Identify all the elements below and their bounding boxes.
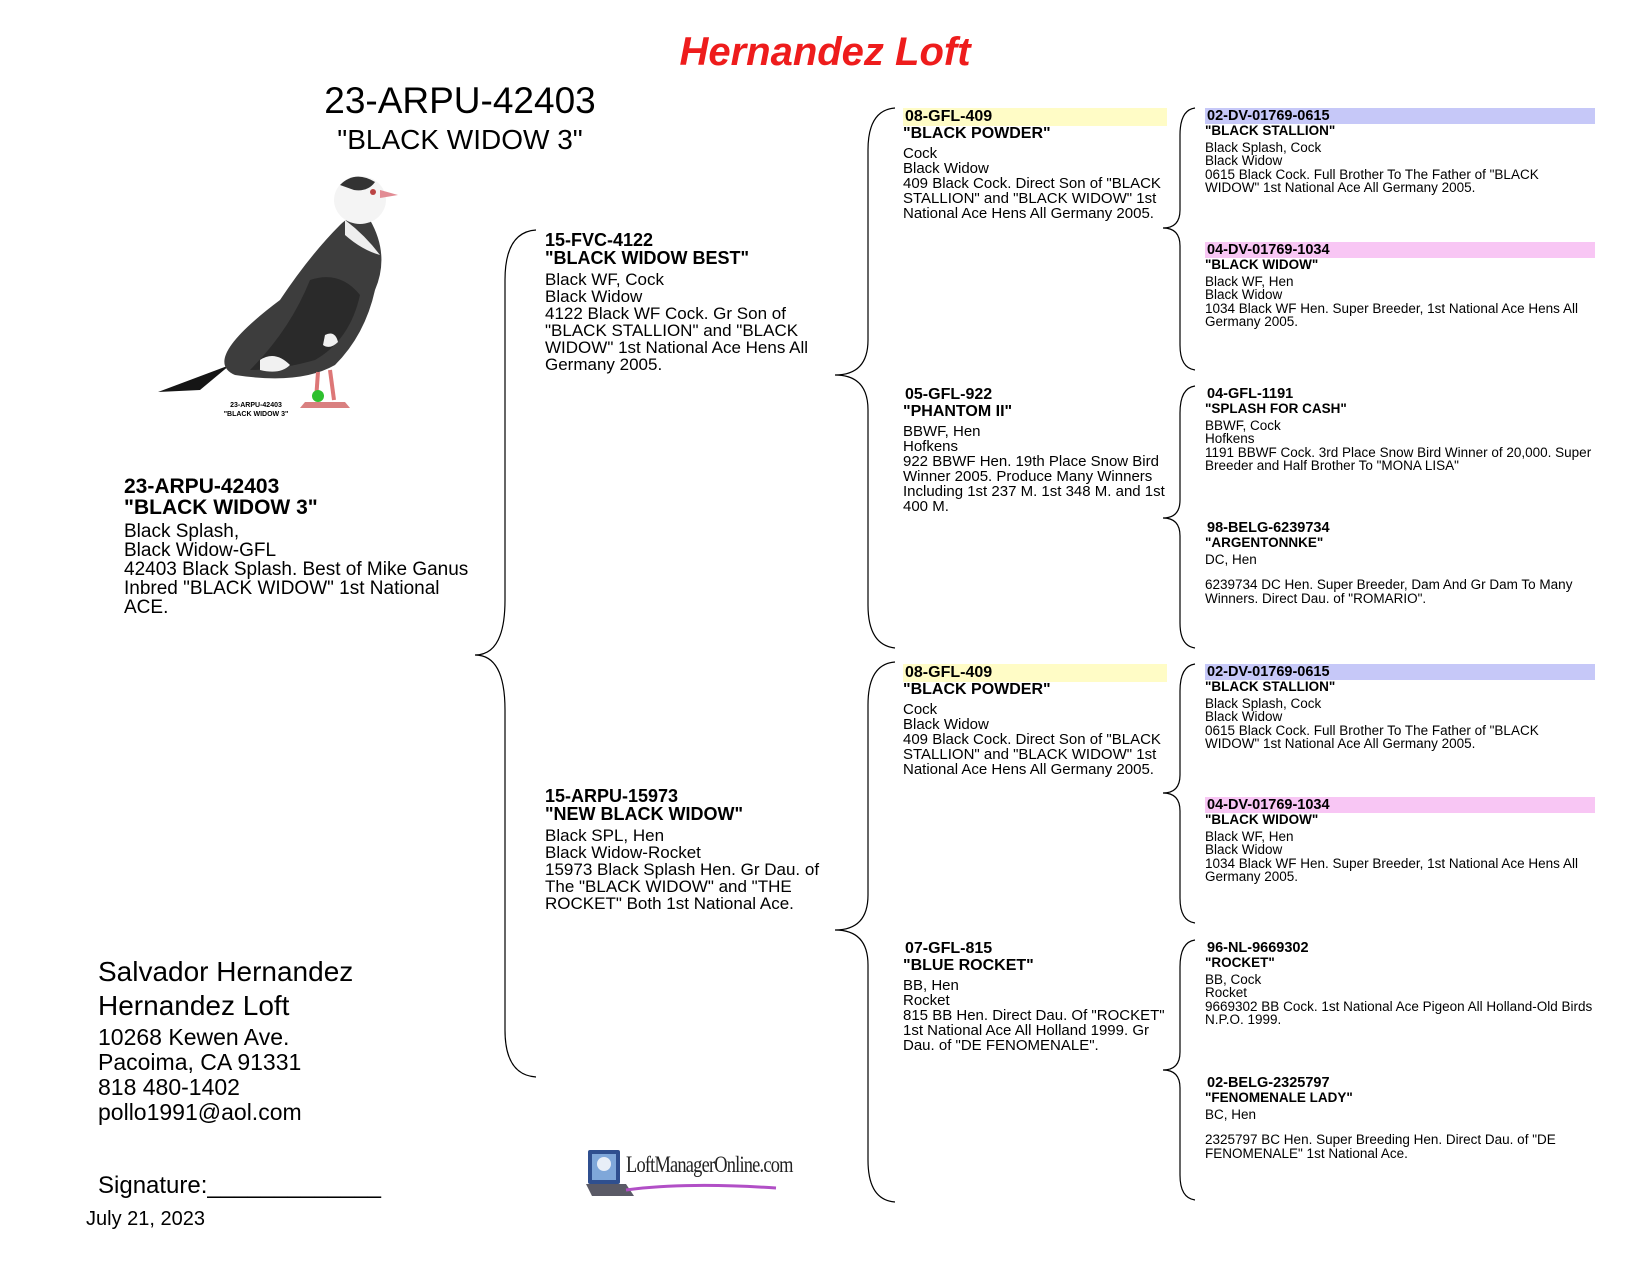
logo-text: LoftManagerOnline.com [626, 1152, 793, 1177]
sire-dam-color: BBWF, Hen [903, 423, 981, 440]
subject-band: 23-ARPU-42403 [124, 475, 280, 498]
dss-strain: Black Widow [1205, 709, 1283, 724]
sire-dam-name: "PHANTOM II" [903, 403, 1013, 420]
dsd-card [1205, 797, 1595, 884]
sire-strain: Black Widow [545, 287, 643, 306]
sire-sire-name: "BLACK POWDER" [903, 125, 1051, 142]
sire-color: Black WF, Cock [545, 270, 665, 289]
ssd-card [1205, 242, 1595, 329]
dss-color: Black Splash, Cock [1205, 695, 1322, 711]
ddd-card [1205, 1075, 1595, 1160]
dam-dam-color: BB, Hen [903, 977, 959, 994]
dam-sire-color: Cock [903, 701, 938, 718]
dam-dam-name: "BLUE ROCKET" [903, 957, 1034, 974]
sire-dam-card [903, 386, 1168, 514]
dam-dam-card [903, 940, 1168, 1053]
sire-notes: 4122 Black WF Cock. Gr Son of "BLACK STALLION" and "BLACK WIDOW" 1st National Ace Hens All Germany 2005. [545, 304, 809, 374]
dam-sire-card [903, 664, 1168, 777]
subject-name: "BLACK WIDOW 3" [124, 496, 318, 519]
sss-card [1205, 108, 1595, 195]
dam-strain: Black Widow-Rocket [545, 843, 701, 862]
sire-band: 15-FVC-4122 [545, 230, 654, 250]
dam-band: 15-ARPU-15973 [545, 786, 679, 806]
sire-card [545, 231, 835, 373]
sdd-notes: 6239734 DC Hen. Super Breeder, Dam And Gr Dam To Many Winners. Direct Dau. of "ROMARIO". [1205, 577, 1573, 606]
sire-dam-notes: 922 BBWF Hen. 19th Place Snow Bird Winner 2005. Produce Many Winners Including 1st 237 M. 1st 348 M. and 1st 400 M. [903, 453, 1165, 515]
dam-dam-band: 07-GFL-815 [905, 940, 993, 957]
owner-name: Salvador Hernandez [98, 956, 354, 987]
dds-card [1205, 940, 1595, 1027]
sss-strain: Black Widow [1205, 153, 1283, 168]
owner-email: pollo1991@aol.com [98, 1099, 302, 1125]
ssd-strain: Black Widow [1205, 287, 1283, 302]
dss-card [1205, 664, 1595, 751]
sss-name: "BLACK STALLION" [1205, 123, 1336, 138]
dds-notes: 9669302 BB Cock. 1st National Ace Pigeon All Holland-Old Birds N.P.O. 1999. [1205, 998, 1593, 1027]
dss-notes: 0615 Black Cock. Full Brother To The Father of "BLACK WIDOW" 1st National Ace All Germany 2005. [1205, 722, 1539, 751]
dam-name: "NEW BLACK WIDOW" [545, 804, 744, 824]
sire-sire-card [903, 108, 1168, 221]
dds-name: "ROCKET" [1205, 955, 1275, 970]
bracket-subject [475, 230, 536, 1077]
pigeon-photo [140, 160, 440, 440]
sire-dam-strain: Hofkens [903, 438, 959, 455]
dam-card [545, 787, 835, 912]
sire-sire-color: Cock [903, 145, 938, 162]
dam-sire-strain: Black Widow [903, 716, 989, 733]
sds-band: 04-GFL-1191 [1207, 386, 1294, 402]
signature-line: Signature:_____________ [98, 1172, 381, 1199]
sdd-band: 98-BELG-6239734 [1207, 520, 1330, 536]
loftmanager-logo [586, 1142, 793, 1204]
dss-name: "BLACK STALLION" [1205, 679, 1336, 694]
dam-dam-notes: 815 BB Hen. Direct Dau. Of "ROCKET" 1st National Ace All Holland 1999. Gr Dau. of "DE FENOMENALE". [903, 1007, 1165, 1054]
bracket-sire [835, 108, 895, 648]
sire-dam-band: 05-GFL-922 [905, 386, 993, 403]
owner-block [98, 955, 353, 1125]
sds-name: "SPLASH FOR CASH" [1205, 401, 1347, 416]
sss-color: Black Splash, Cock [1205, 139, 1322, 155]
owner-loft: Hernandez Loft [98, 990, 290, 1021]
photo-caption-band: 23-ARPU-42403 [230, 402, 282, 409]
sdd-name: "ARGENTONNKE" [1205, 535, 1324, 550]
photo-caption [211, 402, 301, 420]
subject-strain: Black Widow-GFL [124, 540, 277, 561]
subject-band-heading: 23-ARPU-42403 [324, 80, 596, 121]
sdd-color: DC, Hen [1205, 551, 1257, 567]
ddd-name: "FENOMENALE LADY" [1205, 1090, 1353, 1105]
sds-color: BBWF, Cock [1205, 417, 1281, 433]
ddd-color: BC, Hen [1205, 1106, 1257, 1122]
subject-color: Black Splash, [124, 521, 240, 542]
dsd-strain: Black Widow [1205, 842, 1283, 857]
sdd-card [1205, 520, 1595, 605]
sire-sire-band: 08-GFL-409 [903, 108, 1167, 126]
sds-notes: 1191 BBWF Cock. 3rd Place Snow Bird Winner of 20,000. Super Breeder and Half Brother To "MONA LISA" [1205, 444, 1592, 473]
ddd-band: 02-BELG-2325797 [1207, 1075, 1330, 1091]
dam-sire-name: "BLACK POWDER" [903, 681, 1051, 698]
dsd-notes: 1034 Black WF Hen. Super Breeder, 1st National Ace Hens All Germany 2005. [1205, 855, 1578, 884]
sds-card [1205, 386, 1595, 473]
dsd-name: "BLACK WIDOW" [1205, 812, 1319, 827]
subject-notes: 42403 Black Splash. Best of Mike Ganus Inbred "BLACK WIDOW" 1st National ACE. [124, 559, 469, 618]
bracket-dam [835, 662, 895, 1202]
loft-title: Hernandez Loft [679, 30, 971, 74]
dss-band: 02-DV-01769-0615 [1205, 664, 1595, 680]
ddd-notes: 2325797 BC Hen. Super Breeding Hen. Direct Dau. of "DE FENOMENALE" 1st National Ace. [1205, 1132, 1556, 1161]
sire-sire-strain: Black Widow [903, 160, 989, 177]
ssd-notes: 1034 Black WF Hen. Super Breeder, 1st National Ace Hens All Germany 2005. [1205, 300, 1578, 329]
sire-name: "BLACK WIDOW BEST" [545, 248, 750, 268]
ssd-color: Black WF, Hen [1205, 273, 1294, 289]
sds-strain: Hofkens [1205, 431, 1255, 446]
sss-notes: 0615 Black Cock. Full Brother To The Father of "BLACK WIDOW" 1st National Ace All Germany 2005. [1205, 166, 1539, 195]
ssd-name: "BLACK WIDOW" [1205, 257, 1319, 272]
dam-color: Black SPL, Hen [545, 826, 665, 845]
dsd-color: Black WF, Hen [1205, 828, 1294, 844]
ssd-band: 04-DV-01769-1034 [1205, 242, 1595, 258]
owner-city: Pacoima, CA 91331 [98, 1049, 302, 1075]
sss-band: 02-DV-01769-0615 [1205, 108, 1595, 124]
subject-name-heading: "BLACK WIDOW 3" [337, 124, 583, 155]
dds-color: BB, Cock [1205, 971, 1262, 987]
print-date: July 21, 2023 [86, 1208, 205, 1230]
dam-dam-strain: Rocket [903, 992, 950, 1009]
dam-sire-notes: 409 Black Cock. Direct Son of "BLACK STALLION" and "BLACK WIDOW" 1st National Ace Hens All Germany 2005. [903, 731, 1161, 778]
subject-card [124, 476, 474, 617]
dam-notes: 15973 Black Splash Hen. Gr Dau. of The "BLACK WIDOW" and "THE ROCKET" Both 1st National Ace. [545, 860, 820, 913]
sire-sire-notes: 409 Black Cock. Direct Son of "BLACK STALLION" and "BLACK WIDOW" 1st National Ace Hens All Germany 2005. [903, 175, 1161, 222]
owner-address: 10268 Kewen Ave. [98, 1024, 290, 1050]
dsd-band: 04-DV-01769-1034 [1205, 797, 1595, 813]
dam-sire-band: 08-GFL-409 [903, 664, 1167, 682]
photo-caption-name: "BLACK WIDOW 3" [223, 410, 289, 418]
dds-band: 96-NL-9669302 [1207, 940, 1309, 956]
owner-phone: 818 480-1402 [98, 1074, 240, 1100]
dds-strain: Rocket [1205, 985, 1248, 1000]
